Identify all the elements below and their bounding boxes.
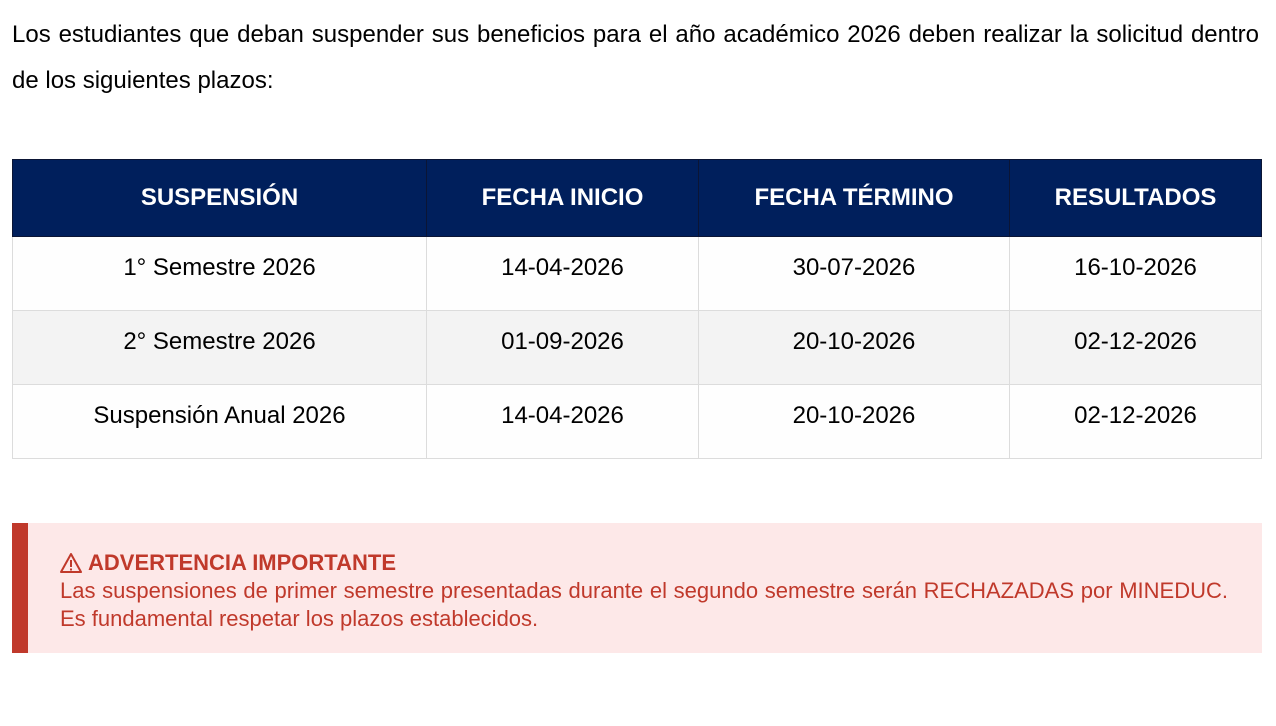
table-cell: [1010, 237, 1262, 311]
table-cell: [699, 237, 1010, 311]
table-row: [13, 385, 1262, 459]
table-cell: [427, 237, 699, 311]
table-cell: [699, 385, 1010, 459]
cell-resultados: 02-12-2026: [1074, 401, 1197, 429]
cell-resultados: 02-12-2026: [1074, 327, 1197, 355]
table-cell: [1010, 385, 1262, 459]
warning-callout: [12, 523, 1262, 653]
table-cell: [13, 385, 427, 459]
column-header-fecha-termino: FECHA TÉRMINO: [699, 160, 1010, 237]
table-header-row: [13, 160, 1262, 237]
cell-fecha-termino: 20-10-2026: [792, 401, 916, 429]
cell-fecha-inicio: 14-04-2026: [501, 253, 624, 281]
cell-fecha-termino: 30-07-2026: [792, 253, 916, 281]
table-cell: [1010, 311, 1262, 385]
warning-title: [60, 549, 1228, 577]
warning-title-text: ADVERTENCIA IMPORTANTE: [88, 550, 396, 575]
table-row: [13, 237, 1262, 311]
cell-fecha-inicio: 01-09-2026: [501, 327, 624, 355]
suspension-schedule-table: [12, 159, 1262, 459]
table-cell: [427, 311, 699, 385]
cell-fecha-termino: 20-10-2026: [792, 327, 916, 355]
warning-message: Las suspensiones de primer semestre presentadas durante el segundo semestre serán RECHAZADAS por MINEDUC. Es fundamental respetar los plazos establecidos.: [60, 578, 1228, 631]
column-header-suspension: SUSPENSIÓN: [13, 160, 427, 237]
table-body: [13, 237, 1262, 459]
table-header: [13, 160, 1262, 237]
warning-triangle-icon: [60, 552, 82, 574]
table-cell: [427, 385, 699, 459]
table-row: [13, 311, 1262, 385]
intro-paragraph: Los estudiantes que deban suspender sus beneficios para el año académico 2026 deben realizar la solicitud dentro de los siguientes plazos:: [12, 21, 1259, 94]
table-cell: [13, 237, 427, 311]
table-cell: [699, 311, 1010, 385]
cell-resultados: 16-10-2026: [1074, 253, 1197, 281]
column-header-resultados: RESULTADOS: [1010, 160, 1262, 237]
cell-fecha-inicio: 14-04-2026: [501, 401, 624, 429]
cell-suspension: Suspensión Anual 2026: [93, 401, 346, 429]
cell-suspension: 2° Semestre 2026: [123, 327, 316, 355]
table-cell: [13, 311, 427, 385]
cell-suspension: 1° Semestre 2026: [123, 253, 316, 281]
column-header-fecha-inicio: FECHA INICIO: [427, 160, 699, 237]
